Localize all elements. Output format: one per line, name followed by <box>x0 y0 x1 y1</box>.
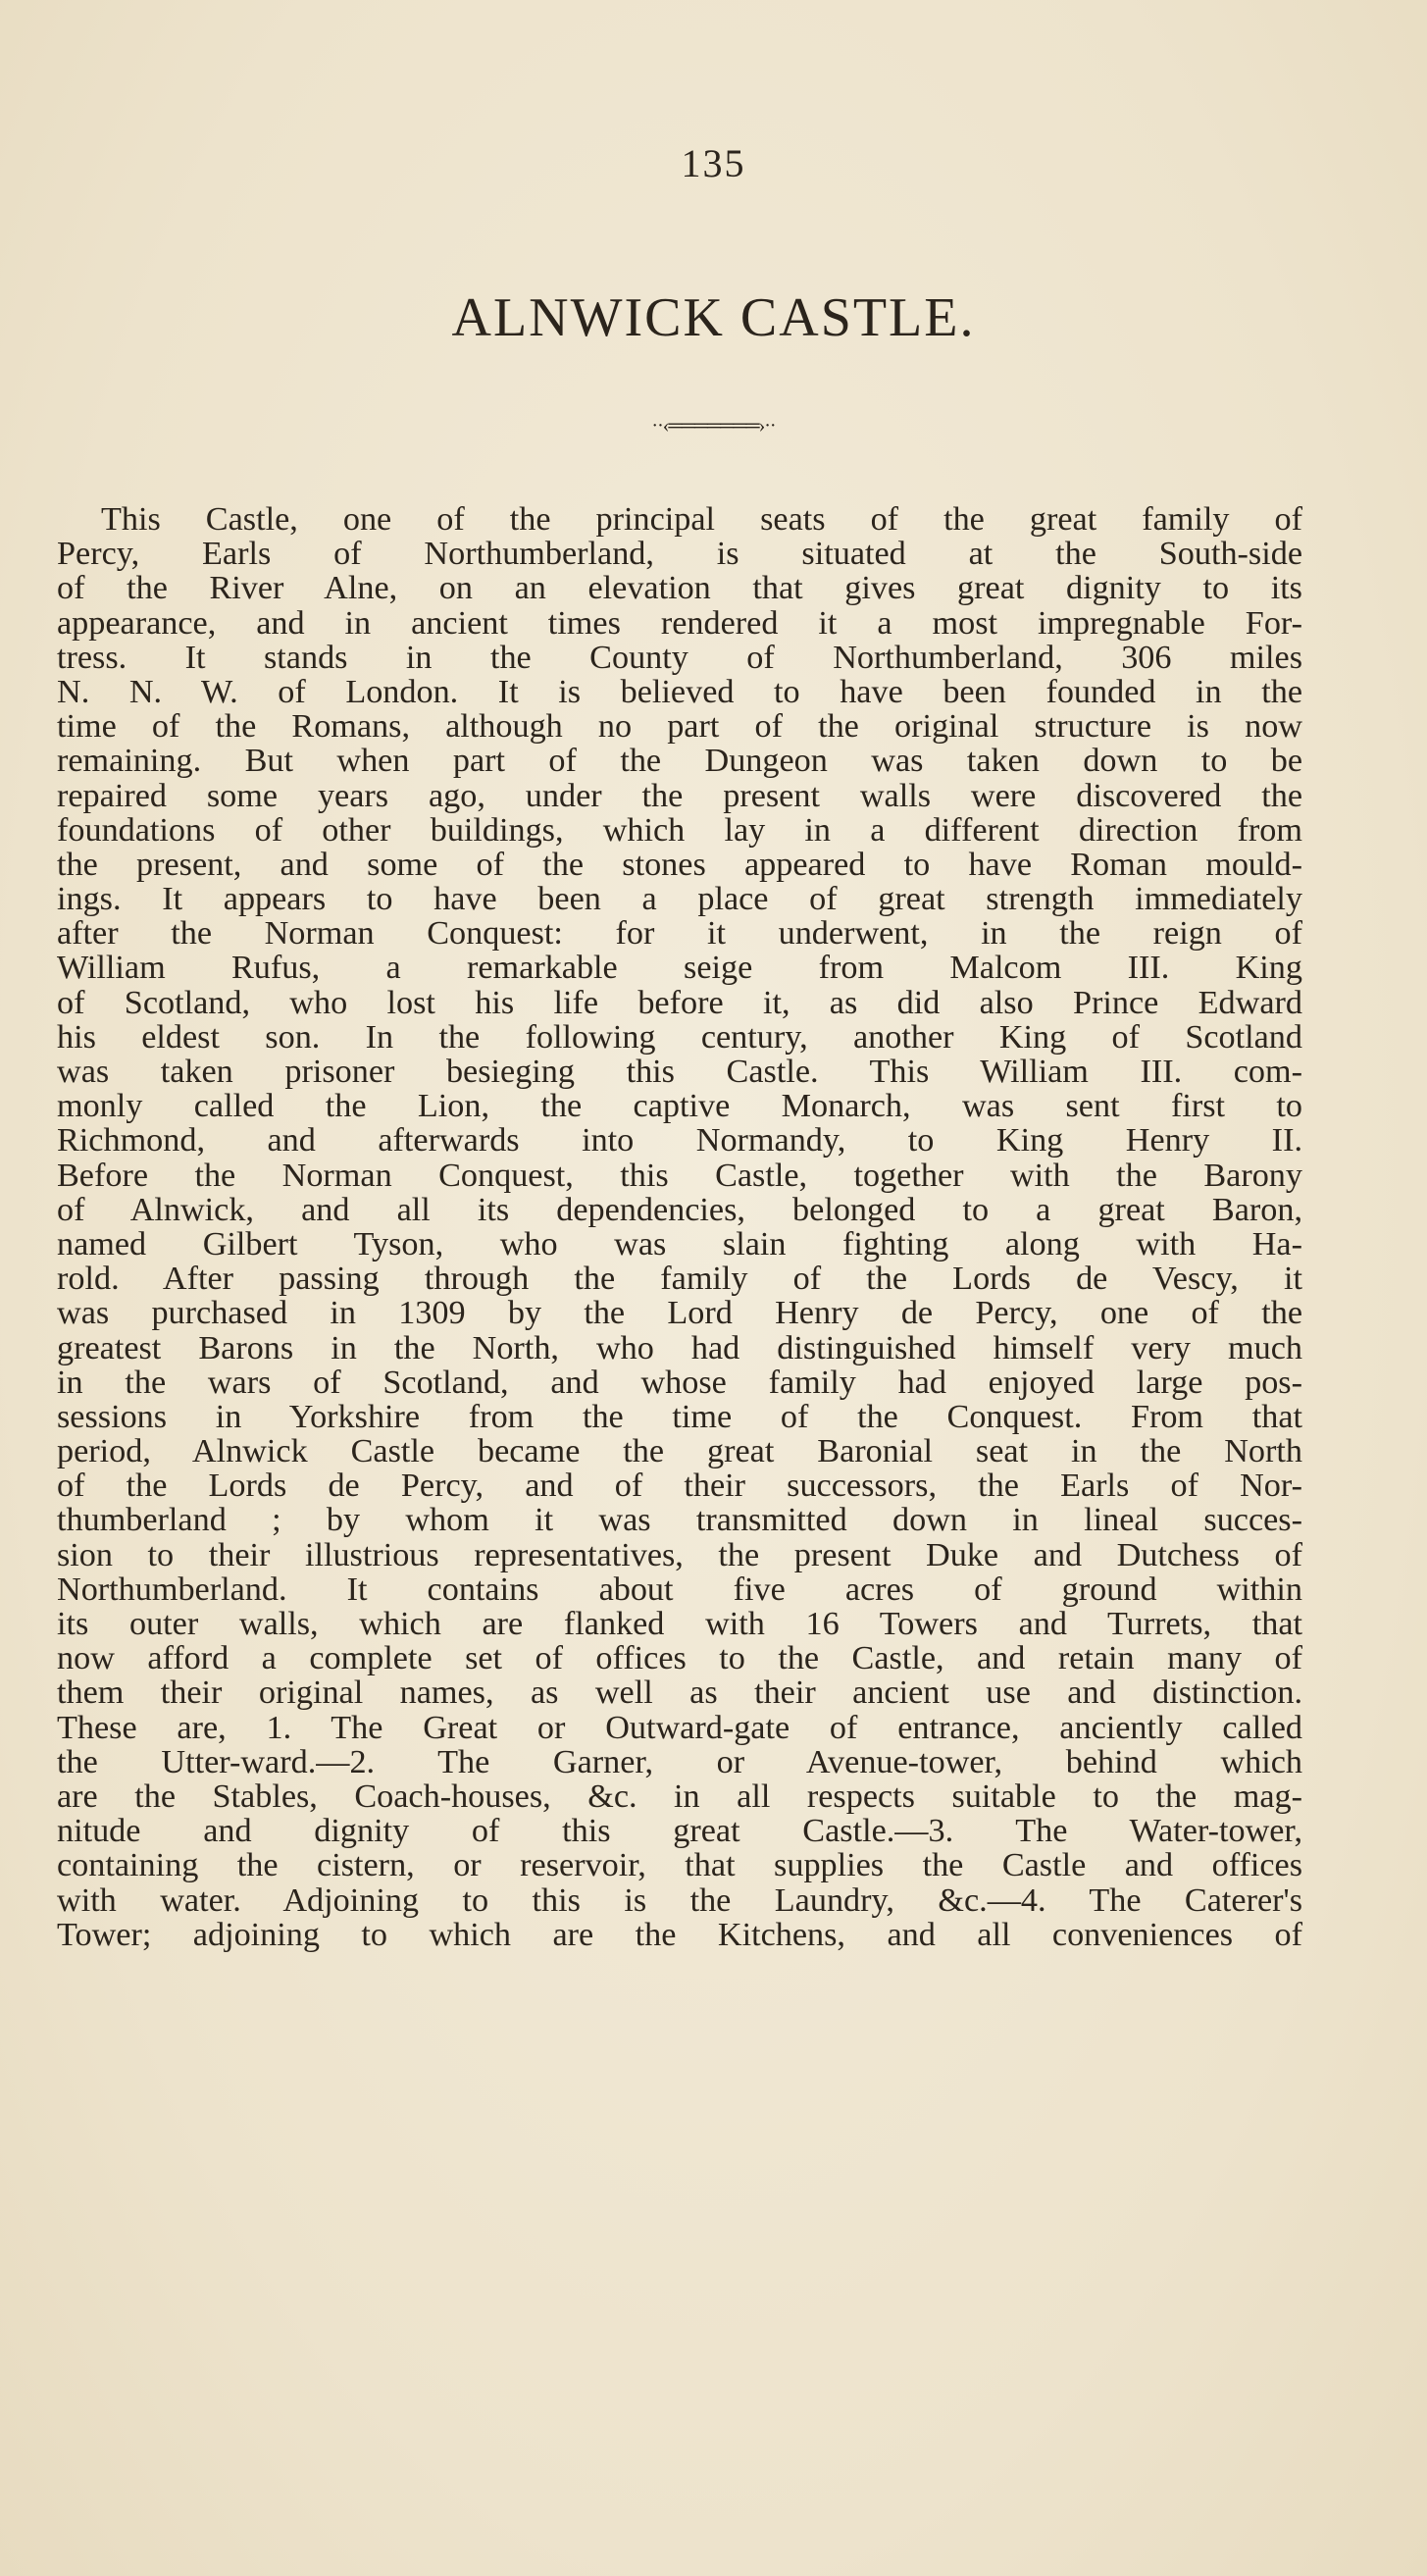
text-line: Before the Norman Conquest, this Castle, together with the Barony <box>57 1157 1302 1194</box>
text-line: Northumberland. It contains about five acres of ground within <box>57 1571 1302 1608</box>
text-line: of Alnwick, and all its dependencies, belonged to a great Baron, <box>57 1191 1302 1228</box>
title-ornament: ··‹═══════›·· <box>651 415 776 437</box>
text-line: was purchased in 1309 by the Lord Henry de Percy, one of the <box>57 1295 1302 1332</box>
text-line: nitude and dignity of this great Castle.—3. The Water-tower, <box>57 1813 1302 1850</box>
text-line: foundations of other buildings, which lay in a different direction from <box>57 811 1302 849</box>
text-line: was taken prisoner besieging this Castle. This William III. com- <box>57 1054 1302 1090</box>
page-number: 135 <box>681 141 746 185</box>
text-line: the present, and some of the stones appeared to have Roman mould- <box>57 846 1302 883</box>
text-line: tress. It stands in the County of Northumberland, 306 miles <box>57 639 1302 676</box>
text-line: rold. After passing through the family of the Lords de Vescy, it <box>57 1261 1302 1298</box>
text-line: sessions in Yorkshire from the time of the Conquest. From that <box>57 1398 1302 1435</box>
text-line: of the Lords de Percy, and of their successors, the Earls of Nor- <box>57 1468 1302 1505</box>
text-line: his eldest son. In the following century, another King of Scotland <box>57 1018 1302 1056</box>
text-line: greatest Barons in the North, who had distinguished himself very much <box>57 1329 1302 1366</box>
text-line: repaired some years ago, under the present walls were discovered the <box>57 777 1302 814</box>
text-line: Percy, Earls of Northumberland, is situated at the South-side <box>57 536 1302 573</box>
text-line: with water. Adjoining to this is the Laundry, &c.—4. The Caterer's <box>57 1881 1302 1919</box>
text-line: of the River Alne, on an elevation that gives great dignity to its <box>57 570 1302 607</box>
text-line: Richmond, and afterwards into Normandy, to King Henry II. <box>57 1122 1302 1159</box>
text-line: period, Alnwick Castle became the great Baronial seat in the North <box>57 1433 1302 1470</box>
text-line: in the wars of Scotland, and whose family had enjoyed large pos- <box>57 1364 1302 1401</box>
text-line: sion to their illustrious representatives, the present Duke and Dutchess of <box>57 1536 1302 1573</box>
chapter-title: ALNWICK CASTLE. <box>451 287 976 348</box>
text-line: of Scotland, who lost his life before it, as did also Prince Edward <box>57 984 1302 1021</box>
text-line: now afford a complete set of offices to the Castle, and retain many of <box>57 1640 1302 1677</box>
text-line: after the Norman Conquest: for it underwent, in the reign of <box>57 915 1302 953</box>
text-line: containing the cistern, or reservoir, that supplies the Castle and offices <box>57 1847 1302 1884</box>
text-line: This Castle, one of the principal seats of the great family of <box>101 501 1302 538</box>
text-line: appearance, and in ancient times rendered it a most impregnable For- <box>57 604 1302 642</box>
text-line: the Utter-ward.—2. The Garner, or Avenue-tower, behind which <box>57 1743 1302 1780</box>
text-line: Tower; adjoining to which are the Kitchens, and all conveniences of <box>57 1916 1302 1953</box>
text-line: thumberland ; by whom it was transmitted down in lineal succes- <box>57 1502 1302 1539</box>
text-line: remaining. But when part of the Dungeon was taken down to be <box>57 743 1302 780</box>
text-line: its outer walls, which are flanked with 16 Towers and Turrets, that <box>57 1606 1302 1642</box>
text-line: William Rufus, a remarkable seige from Malcom III. King <box>57 950 1302 987</box>
text-line: are the Stables, Coach-houses, &c. in all respects suitable to the mag- <box>57 1777 1302 1815</box>
text-line: named Gilbert Tyson, who was slain fighting along with Ha- <box>57 1225 1302 1262</box>
text-line: N. N. W. of London. It is believed to have been founded in the <box>57 673 1302 710</box>
text-line: time of the Romans, although no part of the original structure is now <box>57 708 1302 746</box>
text-line: them their original names, as well as their ancient use and distinction. <box>57 1674 1302 1712</box>
body-text <box>57 502 1302 1952</box>
text-line: These are, 1. The Great or Outward-gate of entrance, anciently called <box>57 1709 1302 1746</box>
text-line: monly called the Lion, the captive Monarch, was sent first to <box>57 1088 1302 1125</box>
text-line: ings. It appears to have been a place of great strength immediately <box>57 881 1302 918</box>
